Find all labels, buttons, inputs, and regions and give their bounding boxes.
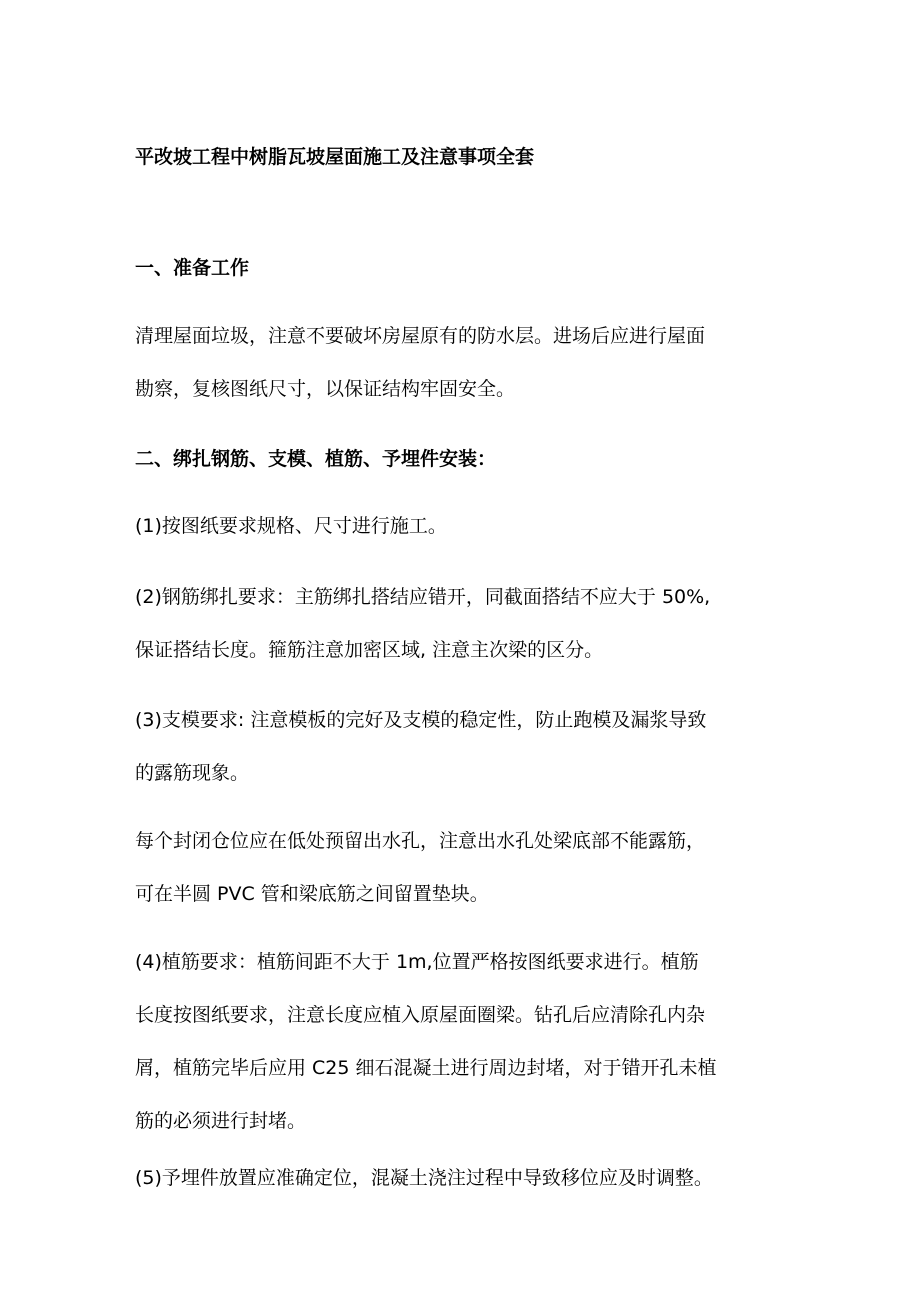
paragraph-line: (5)予埋件放置应准确定位，混凝土浇注过程中导致移位应及时调整。 <box>135 1167 713 1189</box>
paragraph-line: 长度按图纸要求，注意长度应植入原屋面圈梁。钻孔后应清除孔内杂 <box>135 1004 706 1026</box>
paragraph-line: 的露筋现象。 <box>135 762 250 784</box>
paragraph-drain-note <box>135 815 795 921</box>
list-item-2 <box>135 571 795 677</box>
paragraph-line: 可在半圆 PVC 管和梁底筋之间留置垫块。 <box>135 883 489 905</box>
paragraph-line: 每个封闭仓位应在低处预留出水孔，注意出水孔处梁底部不能露筋， <box>135 830 706 852</box>
section-heading-rebar-formwork: 二、绑扎钢筋、支模、植筋、予埋件安装： <box>135 448 497 470</box>
list-item-5 <box>135 1152 795 1205</box>
list-item-4 <box>135 936 795 1148</box>
paragraph-line: (1)按图纸要求规格、尺寸进行施工。 <box>135 515 447 537</box>
section-heading-preparation: 一、准备工作 <box>135 257 250 279</box>
list-item-3 <box>135 694 795 800</box>
paragraph-line: 清理屋面垃圾，注意不要破坏房屋原有的防水层。进场后应进行屋面 <box>135 325 706 347</box>
paragraph-line: (4)植筋要求：植筋间距不大于 1m,位置严格按图纸要求进行。植筋 <box>135 951 699 973</box>
paragraph-preparation <box>135 310 795 416</box>
document-title: 平改坡工程中树脂瓦坡屋面施工及注意事项全套 <box>135 146 535 168</box>
paragraph-line: 筋的必须进行封堵。 <box>135 1110 307 1132</box>
paragraph-line: 勘察，复核图纸尺寸，以保证结构牢固安全。 <box>135 378 516 400</box>
paragraph-line: (3)支模要求: 注意模板的完好及支模的稳定性，防止跑模及漏浆导致 <box>135 709 707 731</box>
paragraph-line: 屑，植筋完毕后应用 C25 细石混凝土进行周边封堵，对于错开孔未植 <box>135 1057 717 1079</box>
list-item-1 <box>135 500 795 553</box>
paragraph-line: 保证搭结长度。箍筋注意加密区域, 注意主次梁的区分。 <box>135 639 604 661</box>
paragraph-line: (2)钢筋绑扎要求：主筋绑扎搭结应错开，同截面搭结不应大于 50%, <box>135 586 711 608</box>
